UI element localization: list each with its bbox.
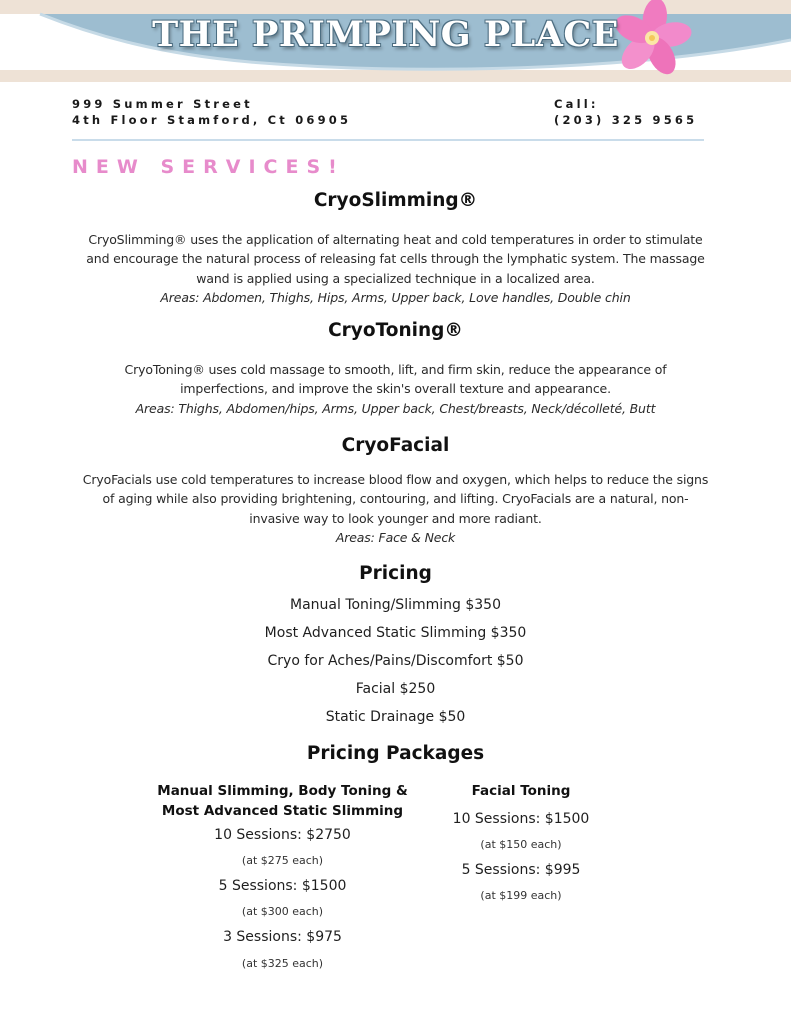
package-option: 3 Sessions: $975 — [223, 929, 342, 945]
service-title-cryoslimming: CryoSlimming® — [313, 190, 478, 211]
package-option: 10 Sessions: $2750 — [214, 827, 351, 843]
address — [72, 96, 351, 128]
price-item: Cryo for Aches/Pains/Discomfort $50 — [267, 653, 524, 669]
facial-package-title: Facial Toning — [471, 783, 571, 799]
service-desc-cryoslimming — [82, 230, 709, 308]
pricing-title: Pricing — [359, 563, 432, 584]
package-option: 5 Sessions: $1500 — [218, 878, 347, 894]
phone-number: (203) 325 9565 — [554, 113, 698, 127]
address-line-2: 4th Floor Stamford, Ct 06905 — [72, 113, 352, 127]
body-package-title-line2: Most Advanced Static Slimming — [161, 803, 404, 819]
body-package-title-line1: Manual Slimming, Body Toning & — [157, 783, 408, 799]
package-option: 10 Sessions: $1500 — [452, 811, 590, 827]
body-package-title — [140, 781, 425, 821]
divider — [72, 139, 704, 141]
packages-title: Pricing Packages — [306, 743, 485, 764]
address-line-1: 999 Summer Street — [72, 97, 253, 111]
price-item: Static Drainage $50 — [325, 709, 466, 725]
package-option: 5 Sessions: $995 — [461, 862, 581, 878]
service-desc-cryotoning — [82, 360, 709, 418]
service-areas: Areas: Abdomen, Thighs, Hips, Arms, Upper back, Love handles, Double chin — [160, 290, 631, 306]
package-option-each: (at $199 each) — [480, 889, 562, 902]
call-label: Call: — [554, 97, 599, 111]
price-item: Most Advanced Static Slimming $350 — [264, 625, 527, 641]
package-option-each: (at $150 each) — [480, 838, 562, 851]
contact-phone — [554, 96, 697, 128]
service-description: CryoToning® uses cold massage to smooth, lift, and firm skin, reduce the appearance of imperfections, and improve the skin's overall texture and appearance. — [124, 362, 667, 397]
package-option-each: (at $300 each) — [241, 905, 324, 918]
price-item: Facial $250 — [355, 681, 436, 697]
package-option-each: (at $325 each) — [241, 957, 324, 970]
service-description: CryoSlimming® uses the application of alternating heat and cold temperatures in order to stimulate and encourage the natural process of releasing fat cells through the lymphatic system. The massage wand is applied using a specialized technique in a localized area. — [86, 232, 705, 286]
service-title-cryotoning: CryoToning® — [328, 320, 463, 341]
price-item: Manual Toning/Slimming $350 — [290, 597, 501, 613]
service-areas: Areas: Face & Neck — [335, 530, 456, 546]
service-areas: Areas: Thighs, Abdomen/hips, Arms, Upper back, Chest/breasts, Neck/décolleté, Butt — [135, 400, 656, 416]
service-desc-cryofacial — [82, 470, 709, 548]
new-services-heading: NEW SERVICES! — [72, 156, 345, 178]
service-description: CryoFacials use cold temperatures to increase blood flow and oxygen, which helps to reduce the signs of aging while also providing brightening, contouring, and lifting. CryoFacials are a natural, non-invasive way to look younger and more radiant. — [82, 472, 709, 526]
brand-title: THE PRIMPING PLACE — [152, 14, 619, 55]
header-banner — [0, 0, 791, 82]
package-option-each: (at $275 each) — [241, 854, 324, 867]
service-title-cryofacial: CryoFacial — [341, 435, 450, 456]
